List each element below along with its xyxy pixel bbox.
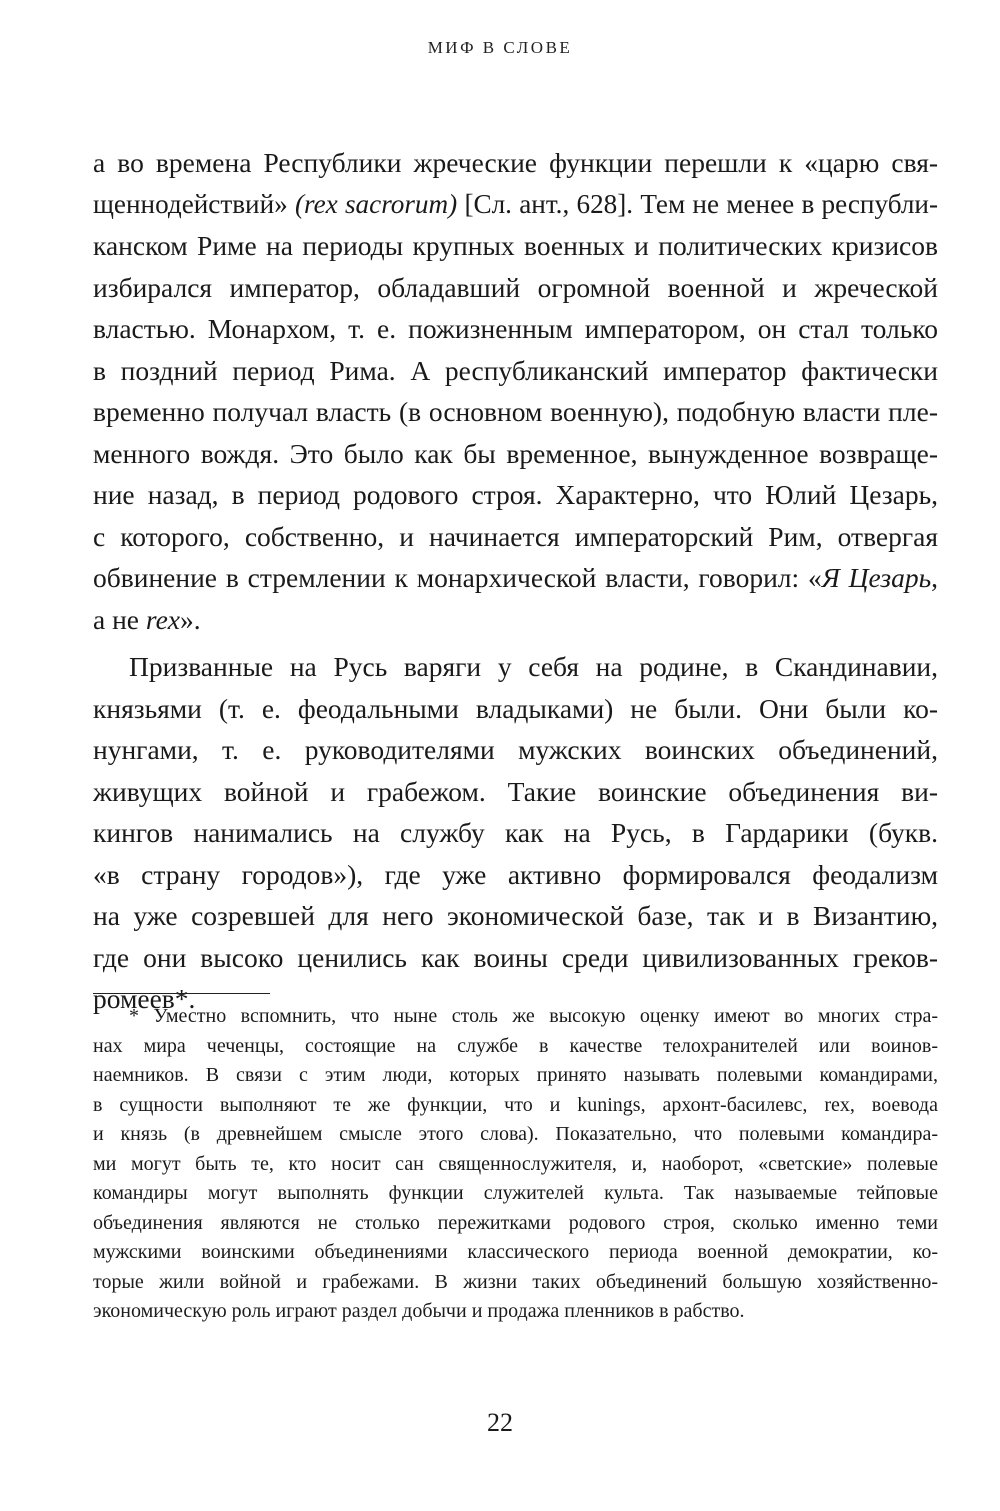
text-line: Призванные на Русь варяги у себя на родине, в Скандинавии,	[129, 651, 938, 682]
footnote-line: командиры могут выполнять функции служителей культа. Так называемые тейповые	[93, 1182, 938, 1204]
footnote-divider	[93, 993, 270, 994]
footnote-line: наемников. В связи с этим люди, которых принято называть полевыми командирами,	[93, 1064, 938, 1086]
text-line: в поздний период Рима. А республиканский император фактически	[93, 354, 938, 386]
text-line: ромеев*.	[93, 983, 196, 1014]
main-text	[93, 142, 938, 1020]
footnote-line: торые жили войной и грабежами. В жизни таких объединений большую хозяйственно-	[93, 1270, 938, 1293]
footnote	[93, 1002, 938, 1327]
text-line: князьями (т. е. феодальными владыками) не были. Они были ко-	[93, 692, 938, 724]
text-line: ние назад, в период родового строя. Характерно, что Юлий Цезарь,	[93, 479, 938, 510]
text-line: «в страну городов»), где уже активно формировался феодализм	[93, 858, 938, 890]
text-line: властью. Монархом, т. е. пожизненным императором, он стал только	[93, 313, 938, 344]
text-line: канском Риме на периоды крупных военных и политических кризисов	[93, 230, 938, 261]
footnote-line: экономическую роль играют раздел добычи и продажа пленников в рабство.	[93, 1300, 745, 1322]
page-number: 22	[487, 1408, 513, 1437]
footnote-line: мужскими воинскими объединениями классического периода военной демократии, ко-	[93, 1241, 938, 1263]
text-line: живущих войной и грабежом. Такие воинские объединения ви-	[93, 775, 938, 807]
paragraph-2	[93, 646, 938, 1020]
text-line: избирался император, обладавший огромной военной и жреческой	[93, 271, 938, 303]
text-line: временно получал власть (в основном военную), подобную власти пле-	[93, 396, 938, 427]
footnote-line: в сущности выполняют те же функции, что и kunings, архонт-басилевс, rex, воевода	[93, 1093, 938, 1116]
text-line: с которого, собственно, и начинается императорский Рим, отвергая	[93, 520, 938, 552]
footnote-line: нах мира чеченцы, состоящие на службе в качестве телохранителей или воинов-	[93, 1034, 938, 1057]
footnote-line: и князь (в древнейшем смысле этого слова). Показательно, что полевыми командира-	[93, 1123, 938, 1145]
text-line: а во времена Республики жреческие функции перешли к «царю свя-	[93, 147, 938, 178]
paragraph-1	[93, 142, 938, 640]
text-line: щеннодействий» (rex sacrorum) [Сл. ант., 628]. Тем не менее в республи-	[93, 188, 938, 219]
text-line: обвинение в стремлении к монархической власти, говорил: «Я Цезарь,	[93, 562, 938, 593]
latin-term: rex	[145, 603, 180, 635]
footnote-line: * Уместно вспомнить, что ныне столь же высокую оценку имеют во многих стра-	[129, 1005, 938, 1027]
text-line: нунгами, т. е. руководителями мужских воинских объединений,	[93, 734, 938, 765]
text-line: кингов нанимались на службу как на Русь, в Гардарики (букв.	[93, 817, 938, 848]
text-line: где они высоко ценились как воины среди цивилизованных греков-	[93, 941, 938, 973]
latin-term: (rex sacrorum)	[294, 188, 458, 219]
running-head: МИФ В СЛОВЕ	[427, 38, 573, 57]
quote-italic: Я Цезарь	[821, 562, 932, 593]
footnote-line: ми могут быть те, кто носит сан священнослужителя, и, наоборот, «светские» полевые	[93, 1152, 938, 1175]
text-line: менного вождя. Это было как бы временное, вынужденное возвраще-	[93, 437, 938, 469]
text-line: а не rex».	[93, 603, 201, 635]
text-line: на уже созревшей для него экономической базе, так и в Византию,	[93, 900, 938, 931]
footnote-line: объединения являются не столько пережитками родового строя, сколько именно теми	[93, 1211, 938, 1234]
